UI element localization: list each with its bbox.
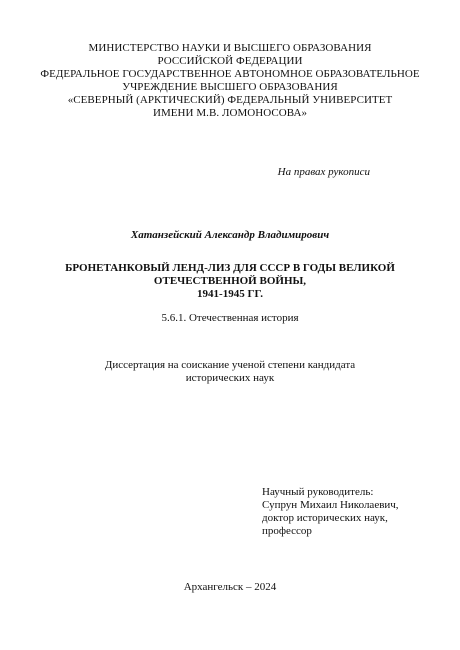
dissertation-title xyxy=(0,262,460,301)
supervisor-line: профессор xyxy=(262,525,312,537)
supervisor-line: доктор исторических наук, xyxy=(262,512,388,524)
institution-line: ИМЕНИ М.В. ЛОМОНОСОВА» xyxy=(152,107,308,119)
specialty-text: 5.6.1. Отечественная история xyxy=(161,312,299,324)
supervisor-line: Супрун Михаил Николаевич, xyxy=(262,499,399,511)
manuscript-note: На правах рукописи xyxy=(277,166,370,178)
title-line: БРОНЕТАНКОВЫЙ ЛЕНД-ЛИЗ ДЛЯ СССР В ГОДЫ ВЕЛИКОЙ xyxy=(65,262,395,274)
supervisor-line: Научный руководитель: xyxy=(262,486,374,498)
institution-header xyxy=(0,42,460,120)
institution-line: «СЕВЕРНЫЙ (АРКТИЧЕСКИЙ) ФЕДЕРАЛЬНЫЙ УНИВЕРСИТЕТ xyxy=(67,94,393,106)
institution-line: ФЕДЕРАЛЬНОЕ ГОСУДАРСТВЕННОЕ АВТОНОМНОЕ ОБРАЗОВАТЕЛЬНОЕ xyxy=(40,68,420,80)
institution-line: МИНИСТЕРСТВО НАУКИ И ВЫСШЕГО ОБРАЗОВАНИЯ xyxy=(88,42,372,54)
title-line: ОТЕЧЕСТВЕННОЙ ВОЙНЫ, xyxy=(153,275,307,287)
specialty-code xyxy=(0,312,460,325)
degree-line: исторических наук xyxy=(185,372,275,384)
degree-line: Диссертация на соискание ученой степени кандидата xyxy=(104,359,356,371)
institution-line: РОССИЙСКОЙ ФЕДЕРАЦИИ xyxy=(157,55,303,67)
title-line: 1941-1945 ГГ. xyxy=(197,288,263,300)
author-name-text: Хатанзейский Александр Владимирович xyxy=(130,229,330,241)
institution-line: УЧРЕЖДЕНИЕ ВЫСШЕГО ОБРАЗОВАНИЯ xyxy=(122,81,338,93)
city-year xyxy=(0,581,460,594)
supervisor-block xyxy=(262,486,399,538)
city-year-text: Архангельск – 2024 xyxy=(183,581,277,593)
degree-statement xyxy=(0,359,460,385)
author-name xyxy=(0,229,460,242)
